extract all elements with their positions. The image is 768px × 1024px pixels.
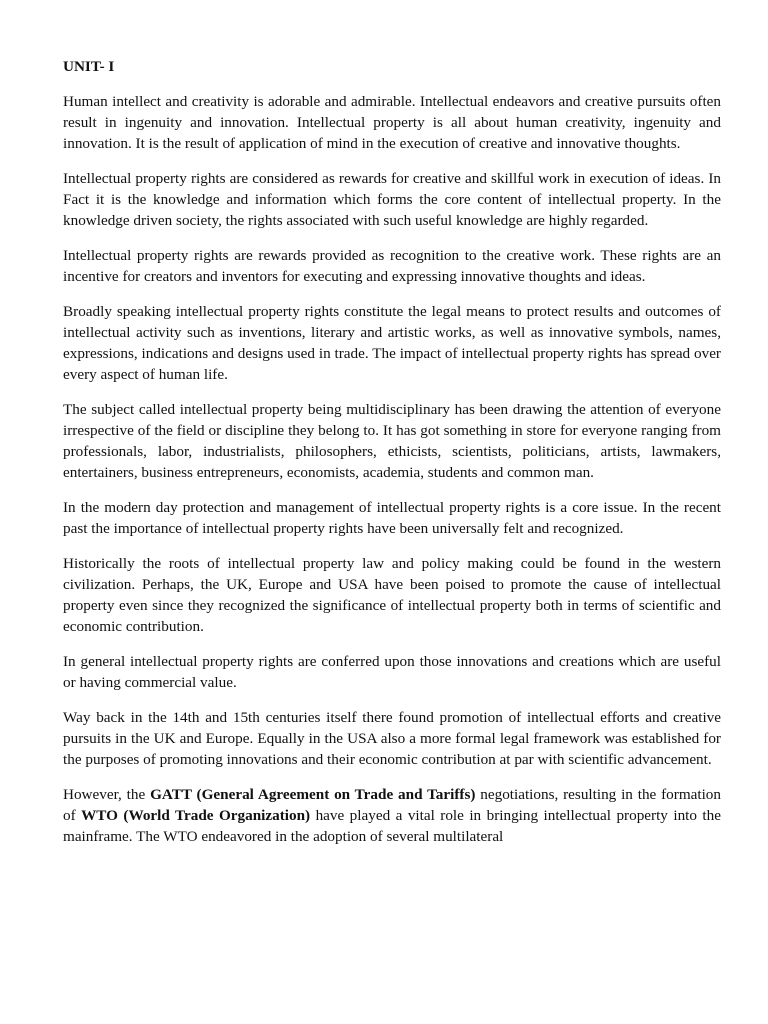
paragraph-2: Intellectual property rights are considered as rewards for creative and skillful work in execution of ideas. In Fact it is the knowledge and information which forms the core content of intellectual property. In the knowledge driven society, the rights associated with such useful knowledge are highly regarded. xyxy=(63,170,721,229)
paragraph-8: In general intellectual property rights are conferred upon those innovations and creations which are useful or having commercial value. xyxy=(63,653,721,691)
paragraph-10 xyxy=(63,784,721,847)
wto-term: WTO (World Trade Organization) xyxy=(81,807,311,824)
gatt-intro-text: However, the xyxy=(63,786,151,803)
paragraph-5: The subject called intellectual property being multidisciplinary has been drawing the attention of everyone irrespective of the field or discipline they belong to. It has got something in store for everyone ranging from professionals, labor, industrialists, philosophers, ethicists, scientists, politicians, artists, lawmakers, entertainers, business entrepreneurs, economists, academia, students and common man. xyxy=(63,401,721,481)
paragraph-4: Broadly speaking intellectual property rights constitute the legal means to protect results and outcomes of intellectual activity such as inventions, literary and artistic works, as well as innovative symbols, names, expressions, indications and designs used in trade. The impact of intellectual property rights has spread over every aspect of human life. xyxy=(63,303,721,383)
paragraph-9: Way back in the 14th and 15th centuries itself there found promotion of intellectual efforts and creative pursuits in the UK and Europe. Equally in the USA also a more formal legal framework was established for the purposes of promoting innovations and their economic contribution at par with scientific advancement. xyxy=(63,709,721,768)
gatt-term: GATT (General Agreement on Trade and Tariffs) xyxy=(150,786,476,803)
wto-intro-text: negotiations, resulting in the formation of xyxy=(63,786,721,824)
document-body xyxy=(63,56,721,861)
paragraph-7: Historically the roots of intellectual property law and policy making could be found in the western civilization. Perhaps, the UK, Europe and USA have been poised to promote the cause of intellectual property even since they recognized the significance of intellectual property both in terms of scientific and economic contribution. xyxy=(63,555,721,635)
mainframe-text: have played a vital role in bringing intellectual property into the mainframe. The WTO endeavored in the adoption of several multilateral xyxy=(63,807,721,845)
paragraph-1: Human intellect and creativity is adorable and admirable. Intellectual endeavors and creative pursuits often result in ingenuity and innovation. Intellectual property is all about human creativity, ingenuity and innovation. It is the result of application of mind in the execution of creative and innovative thoughts. xyxy=(63,93,721,152)
paragraph-6: In the modern day protection and management of intellectual property rights is a core issue. In the recent past the importance of intellectual property rights have been universally felt and recognized. xyxy=(63,499,721,537)
paragraph-3: Intellectual property rights are rewards provided as recognition to the creative work. These rights are an incentive for creators and inventors for executing and expressing innovative thoughts and ideas. xyxy=(63,247,721,285)
unit-heading: UNIT- I xyxy=(63,58,115,75)
